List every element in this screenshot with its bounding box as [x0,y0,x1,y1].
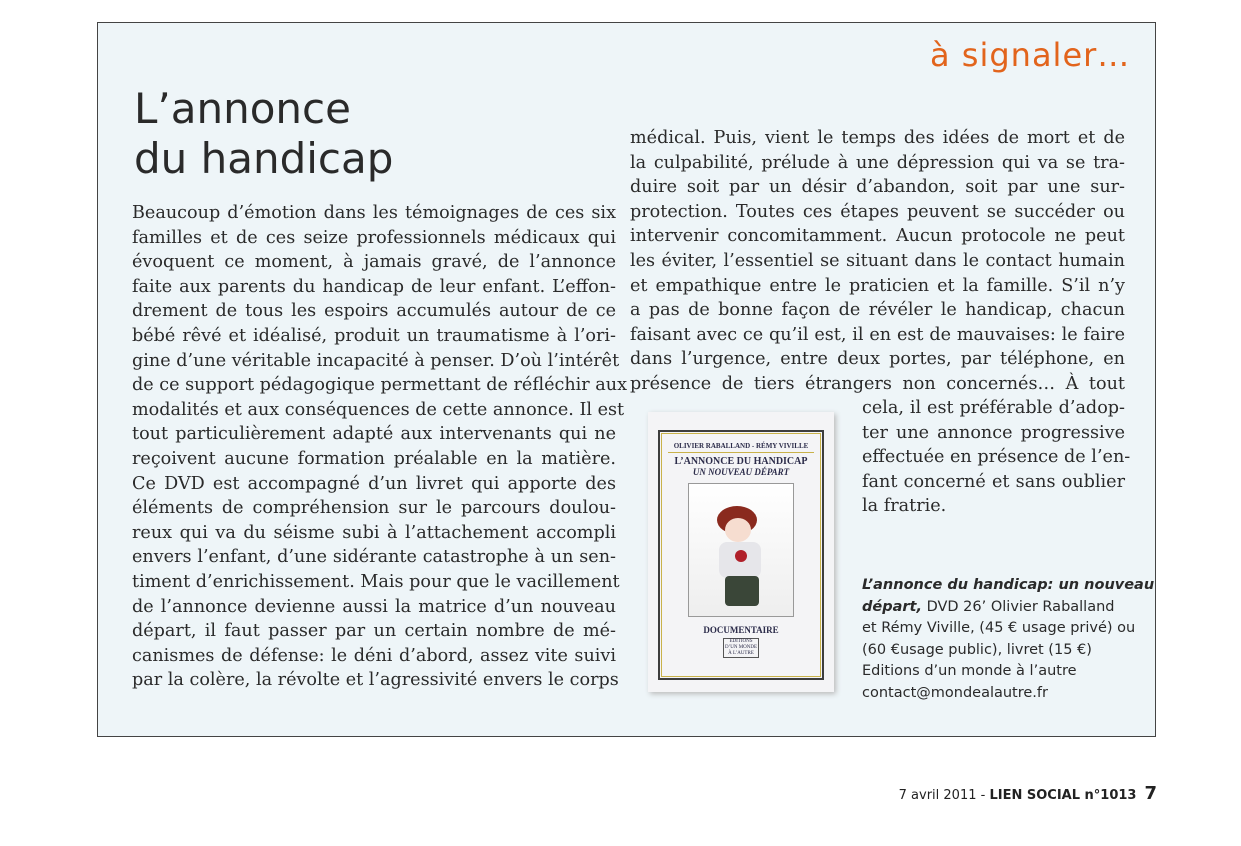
left-column [132,201,628,693]
text-line: faisant avec ce qu’il est, il en est de mauvaises: le faire [630,324,1125,345]
text-line: drement de tous les espoirs accumulés autour de ce [132,301,616,322]
text-line: Ce DVD est accompagné d’un livret qui apporte des [132,473,616,494]
text-line: duire soit par un désir d’abandon, soit par une sur- [630,177,1125,198]
cover-publisher-logo: EDITIONS D’UN MONDE À L’AUTRE [724,639,758,656]
title-line: du handicap [134,134,394,183]
caption-text: DVD 26’ Olivier Raballand [921,598,1115,615]
text-line: modalités et aux conséquences de cette annonce. Il est [132,399,625,420]
text-line: cela, il est préférable d’adop- [862,398,1125,418]
text-line: gine d’une véritable incapacité à penser. D’où l’intérêt [132,350,620,371]
text-line: reçoivent aucune formation préalable en la matière. [132,448,616,469]
text-line: a pas de bonne façon de révéler le handicap, chacun [630,300,1125,321]
caption-text: et Rémy Viville, (45 € usage privé) ou [862,620,1136,636]
right-column [630,126,1125,397]
footer-date: 7 avril 2011 - [898,788,990,803]
text-line: intervenir concomitamment. Aucun protocole ne peut [630,226,1125,247]
text-line: présence de tiers étrangers non concernés… À tout [630,373,1125,394]
dvd-cover-image [648,412,834,692]
text-line: tout particulièrement adapté aux intervenants qui ne [132,424,616,445]
text-line: évoquent ce moment, à jamais gravé, de l’annonce [132,252,616,273]
page-footer [899,783,1157,804]
text-line: de l’annonce devienne aussi la matrice d’un nouveau [132,596,616,617]
dvd-caption [862,575,1154,704]
caption-text: (60 €usage public), livret (15 €) [862,641,1092,658]
cover-genre: DOCUMENTAIRE [703,625,779,635]
section-kicker: à signaler… [930,36,1131,74]
text-line: la culpabilité, prélude à une dépression qui va se tra- [630,152,1125,173]
footer-magazine: LIEN SOCIAL n°1013 [989,788,1137,803]
cover-authors: OLIVIER RABALLAND - RÉMY VIVILLE [668,442,814,453]
cover-illustration [688,483,794,617]
text-line: envers l’enfant, d’une sidérante catastrophe à un sen- [132,547,616,568]
right-column-narrow [862,396,1131,519]
text-line: dans l’urgence, entre deux portes, par téléphone, en [630,349,1125,370]
text-line: reux qui va du séisme subi à l’attachement accompli [132,522,616,543]
text-line: Beaucoup d’émotion dans les témoignages de ces six [132,203,616,223]
caption-publisher: Editions d’un monde à l’autre [862,663,1077,679]
text-line: canismes de défense: le déni d’abord, assez vite suivi [132,645,616,666]
title-line: L’annonce [134,84,351,133]
text-line: timent d’enrichissement. Mais pour que le vacillement [132,571,620,592]
text-line: départ, il faut passer par un certain nombre de mé- [132,621,616,642]
text-line: effectuée en présence de l’en- [862,447,1131,468]
text-line: par la colère, la révolte et l’agressivité envers le corps [132,670,619,691]
cover-subtitle: UN NOUVEAU DÉPART [692,467,790,477]
text-line: médical. Puis, vient le temps des idées de mort et de [630,128,1125,148]
text-line: et empathique entre le praticien et la famille. S’il n’y [630,275,1125,296]
caption-email: contact@mondealautre.fr [862,684,1048,701]
text-line: la fratrie. [862,496,947,517]
text-line: familles et de ces seize professionnels médicaux qui [132,227,616,248]
text-line: protection. Toutes ces étapes peuvent se succéder ou [630,201,1125,222]
article-title [134,84,393,184]
text-line: les éviter, l’essentiel se situant dans le contact humain [630,250,1125,271]
text-line: de ce support pédagogique permettant de réfléchir aux [132,375,628,396]
text-line: fant concerné et sans oublier [862,471,1125,492]
page-number: 7 [1144,783,1157,804]
text-line: ter une annonce progressive [862,422,1125,443]
cover-title: L’ANNONCE DU HANDICAP [674,456,808,467]
text-line: faite aux parents du handicap de leur enfant. L’effon- [132,276,616,297]
caption-title: L’annonce du handicap: un nouveau [862,577,1155,593]
text-line: éléments de compréhension sur le parcours doulou- [132,498,616,519]
text-line: bébé rêvé et idéalisé, produit un traumatisme à l’ori- [132,325,616,346]
caption-title: départ, [862,598,922,615]
